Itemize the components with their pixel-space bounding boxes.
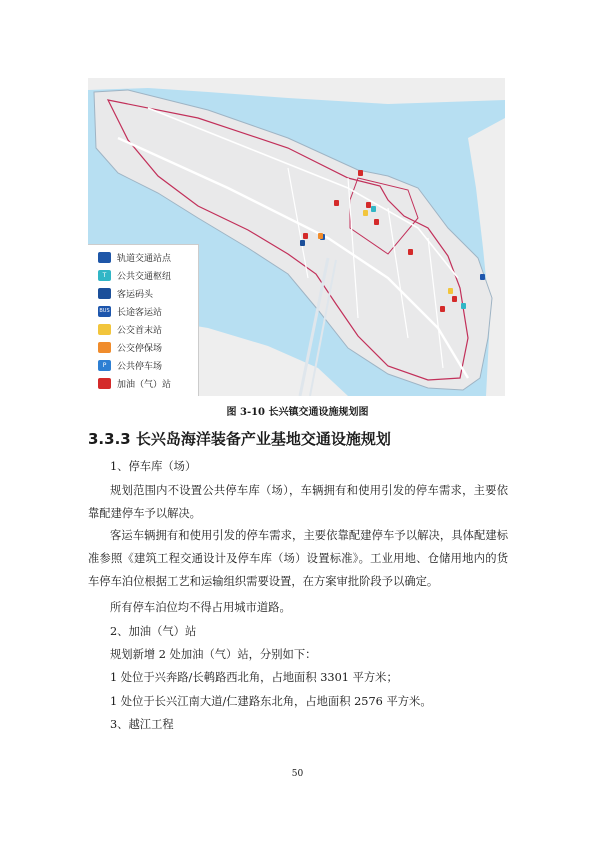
paragraph: 3、越江工程 (110, 718, 174, 731)
legend-item (98, 285, 153, 302)
legend-item (98, 339, 162, 356)
paragraph: 所有停车泊位均不得占用城市道路。 (110, 601, 291, 614)
legend-label: 加油（气）站 (117, 380, 172, 390)
legend-item (98, 267, 171, 284)
gas-station-icon (408, 249, 413, 255)
bus-depot-icon (98, 342, 111, 353)
bus-terminal-icon (98, 324, 111, 335)
gas-station-icon (334, 200, 339, 206)
legend-label: 公共停车场 (117, 362, 163, 372)
paragraph: 规划新增 2 处加油（气）站，分别如下： (110, 648, 317, 661)
legend-label: 长途客运站 (117, 308, 163, 318)
parking-icon: P (98, 360, 111, 371)
section-heading: 3.3.3 长兴岛海洋装备产业基地交通设施规划 (88, 430, 391, 448)
legend-item (98, 303, 162, 320)
paragraph: 客运车辆拥有和使用引发的停车需求，主要依靠配建停车予以解决，具体配建标准参照《建筑工程交通设计及停车库（场）设置标准》。工业用地、仓储用地内的货车停车泊位根据工艺和运输组织需要设置，在方案审批阶段予以确定。 (88, 529, 508, 588)
coach-station-icon: BUS (98, 306, 111, 317)
page-number: 50 (291, 769, 304, 779)
gas-station-icon (303, 233, 308, 239)
ferry-terminal-icon (300, 240, 305, 246)
gas-station-icon (98, 378, 111, 389)
bus-terminal-icon (363, 210, 368, 216)
paragraph: 1、停车库（场） (110, 460, 197, 473)
ferry-terminal-icon (98, 288, 111, 299)
gas-station-icon (358, 170, 363, 176)
legend-item (98, 357, 162, 374)
paragraph: 规划范围内不设置公共停车库（场），车辆拥有和使用引发的停车需求，主要依靠配建停车予以解决。 (88, 484, 508, 520)
legend-label: 公共交通枢纽 (117, 272, 172, 282)
legend-label: 轨道交通站点 (117, 254, 172, 264)
gas-station-icon (440, 306, 445, 312)
rail-station-icon (98, 252, 111, 263)
legend-item (98, 321, 162, 338)
map-legend (88, 244, 199, 396)
gas-station-icon (374, 219, 379, 225)
transport-facilities-map (88, 78, 505, 396)
legend-item (98, 249, 171, 266)
paragraph: 1 处位于长兴江南大道/仁建路东北角，占地面积 2576 平方米。 (110, 695, 432, 708)
coach-station-icon (480, 274, 485, 280)
legend-label: 公交停保场 (117, 344, 163, 354)
gas-station-icon (452, 296, 457, 302)
paragraph: 1 处位于兴奔路/长鹌路西北角，占地面积 3301 平方米； (110, 671, 398, 684)
transit-hub-icon: T (98, 270, 111, 281)
figure-caption: 图 3-10 长兴镇交通设施规划图 (226, 407, 369, 418)
legend-item (98, 375, 171, 392)
legend-label: 公交首末站 (117, 326, 163, 336)
paragraph: 2、加油（气）站 (110, 625, 197, 638)
transit-hub-icon (461, 303, 466, 309)
bus-terminal-icon (448, 288, 453, 294)
bus-depot-icon (318, 233, 323, 239)
legend-label: 客运码头 (117, 290, 154, 300)
transit-hub-icon (371, 206, 376, 212)
